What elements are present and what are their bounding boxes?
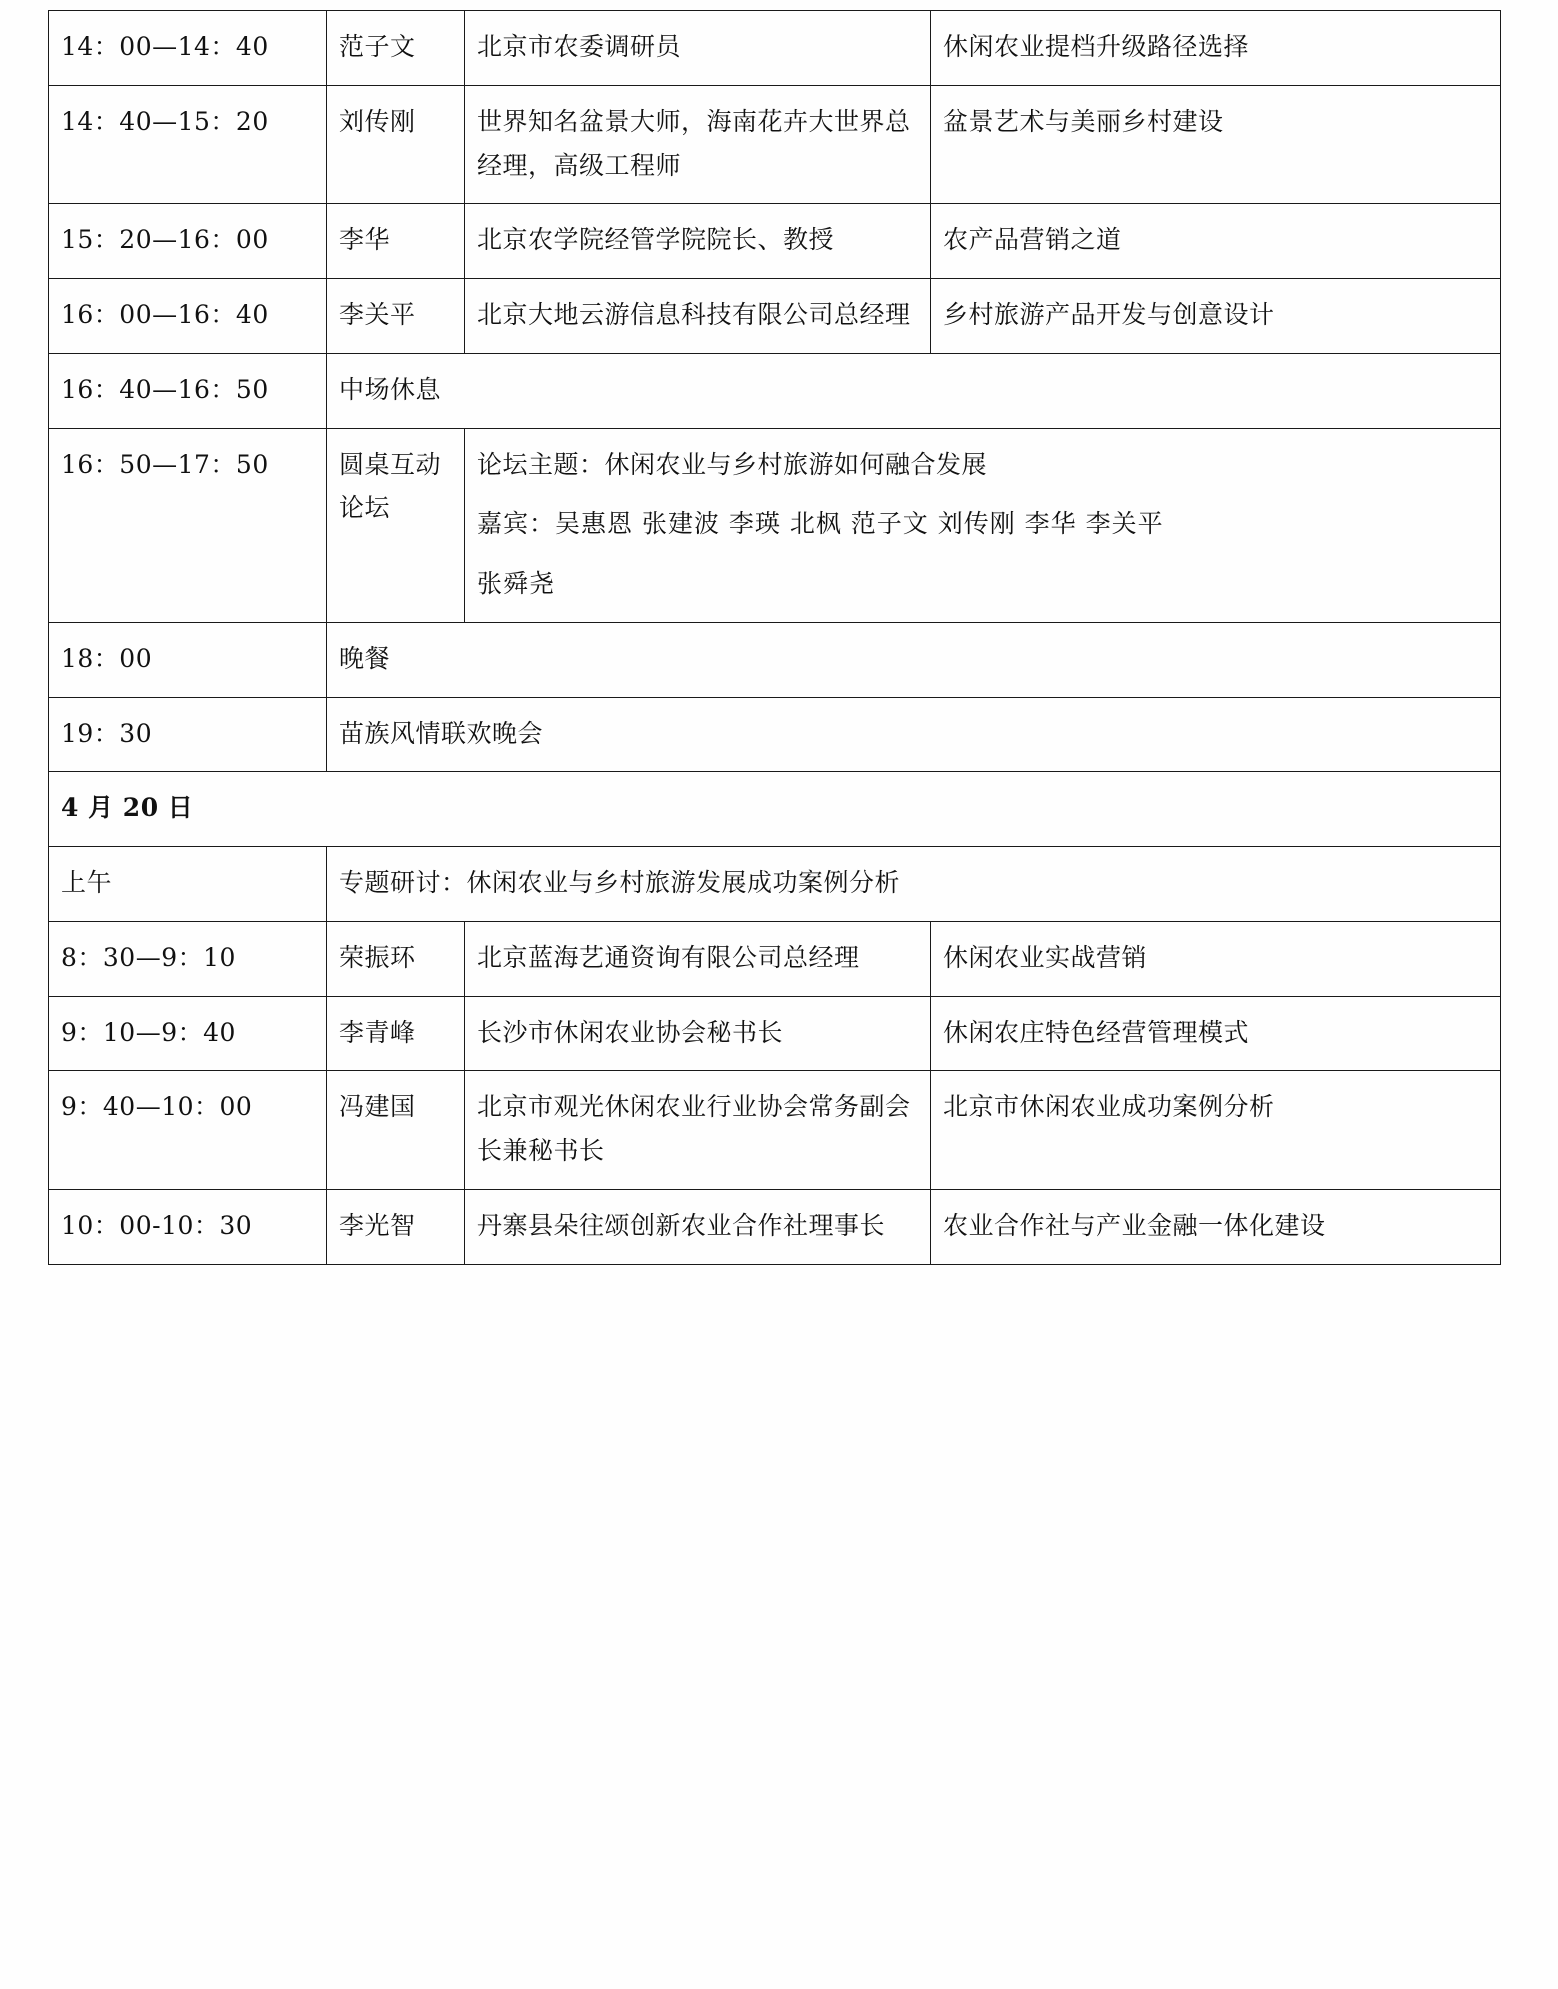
cell-topic: 乡村旅游产品开发与创意设计: [931, 279, 1501, 354]
agenda-table: [48, 10, 1501, 1265]
cell-person: 李光智: [327, 1189, 465, 1264]
cell-time: 上午: [49, 847, 327, 922]
cell-person: 荣振环: [327, 921, 465, 996]
cell-org: 长沙市休闲农业协会秘书长: [465, 996, 931, 1071]
cell-break-label: 苗族风情联欢晚会: [327, 697, 1501, 772]
cell-time: 15：20—16：00: [49, 204, 327, 279]
cell-topic: 休闲农庄特色经营管理模式: [931, 996, 1501, 1071]
table-row: [49, 279, 1501, 354]
cell-topic: 休闲农业实战营销: [931, 921, 1501, 996]
cell-break-label: 晚餐: [327, 622, 1501, 697]
forum-guests: 嘉宾：吴惠恩 张建波 李瑛 北枫 范子文 刘传刚 李华 李关平: [477, 509, 1164, 539]
table-row-break: [49, 622, 1501, 697]
table-row-break: [49, 697, 1501, 772]
cell-topic: 农产品营销之道: [931, 204, 1501, 279]
cell-time: 18：00: [49, 622, 327, 697]
cell-topic: 休闲农业提档升级路径选择: [931, 11, 1501, 86]
cell-time: 8：30—9：10: [49, 921, 327, 996]
cell-person: 范子文: [327, 11, 465, 86]
cell-person: 李关平: [327, 279, 465, 354]
forum-guests-cont: 张舜尧: [477, 569, 556, 598]
forum-theme: 论坛主题：休闲农业与乡村旅游如何融合发展: [477, 449, 988, 479]
table-row: [49, 1071, 1501, 1190]
cell-time: 10：00-10：30: [49, 1189, 327, 1264]
table-row: [49, 11, 1501, 86]
cell-person: 刘传刚: [327, 85, 465, 204]
cell-time: 19：30: [49, 697, 327, 772]
table-row-day-header: [49, 772, 1501, 847]
cell-time: 14：00—14：40: [49, 11, 327, 86]
cell-forum-name: 圆桌互动论坛: [327, 428, 465, 622]
day-header-label: 4 月 20 日: [49, 772, 1501, 847]
table-row: [49, 85, 1501, 204]
cell-person: 李华: [327, 204, 465, 279]
cell-org: 北京市农委调研员: [465, 11, 931, 86]
cell-forum-detail: [465, 428, 1501, 622]
cell-time: 9：10—9：40: [49, 996, 327, 1071]
cell-org: 世界知名盆景大师，海南花卉大世界总经理，高级工程师: [465, 85, 931, 204]
cell-time: 16：00—16：40: [49, 279, 327, 354]
cell-time: 16：50—17：50: [49, 428, 327, 622]
table-row: [49, 1189, 1501, 1264]
cell-time: 14：40—15：20: [49, 85, 327, 204]
table-row: [49, 996, 1501, 1071]
table-row-forum: [49, 428, 1501, 622]
agenda-table-body: [49, 11, 1501, 1265]
cell-person: 李青峰: [327, 996, 465, 1071]
table-row-section: [49, 847, 1501, 922]
cell-break-label: 中场休息: [327, 353, 1501, 428]
cell-org: 丹寨县朵往颂创新农业合作社理事长: [465, 1189, 931, 1264]
cell-topic: 北京市休闲农业成功案例分析: [931, 1071, 1501, 1190]
cell-org: 北京大地云游信息科技有限公司总经理: [465, 279, 931, 354]
cell-org: 北京蓝海艺通资询有限公司总经理: [465, 921, 931, 996]
cell-time: 16：40—16：50: [49, 353, 327, 428]
table-row: [49, 204, 1501, 279]
cell-section-label: 专题研讨：休闲农业与乡村旅游发展成功案例分析: [327, 847, 1501, 922]
cell-org: 北京市观光休闲农业行业协会常务副会长兼秘书长: [465, 1071, 931, 1190]
cell-time: 9：40—10：00: [49, 1071, 327, 1190]
forum-lines: [477, 443, 1488, 606]
table-row-break: [49, 353, 1501, 428]
cell-person: 冯建国: [327, 1071, 465, 1190]
cell-topic: 盆景艺术与美丽乡村建设: [931, 85, 1501, 204]
table-row: [49, 921, 1501, 996]
cell-topic: 农业合作社与产业金融一体化建设: [931, 1189, 1501, 1264]
cell-org: 北京农学院经管学院院长、教授: [465, 204, 931, 279]
